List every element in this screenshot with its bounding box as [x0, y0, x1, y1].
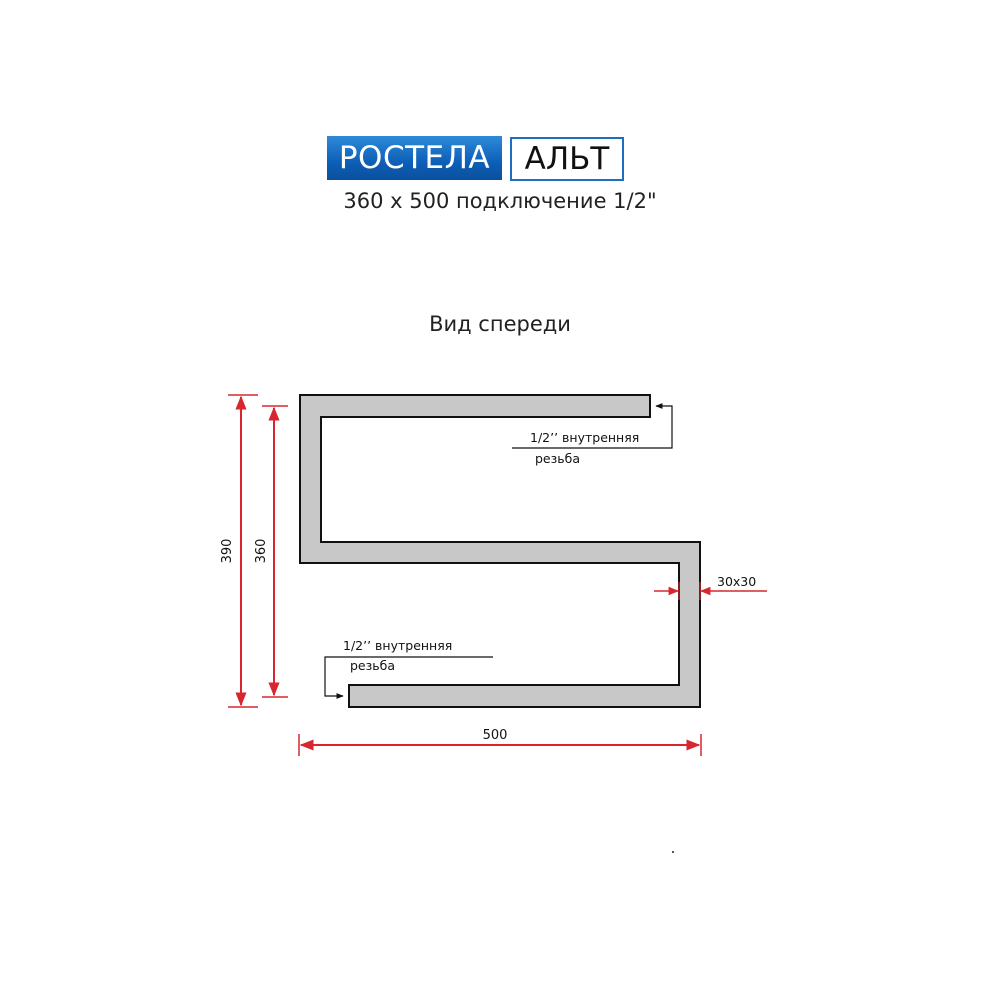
dimension-width-label: 500 — [482, 728, 508, 743]
brand-logo-primary: РОСТЕЛА — [327, 136, 502, 180]
stray-dot — [672, 851, 674, 853]
dimension-width — [299, 728, 701, 756]
callout-bottom-line2: резьба — [350, 658, 396, 673]
dimension-height-outer-label: 390 — [220, 538, 235, 564]
dimension-profile — [654, 574, 767, 600]
callout-bottom-line1: 1/2’’ внутренняя — [343, 638, 453, 653]
callout-top-line2: резьба — [535, 451, 581, 466]
brand-logo-model: АЛЬТ — [510, 137, 624, 181]
dimension-height-inner — [254, 406, 288, 697]
product-spec-subtitle: 360 x 500 подключение 1/2" — [343, 189, 657, 213]
dimension-profile-label: 30x30 — [717, 574, 757, 589]
dimension-height-outer — [220, 395, 258, 707]
dimension-height-inner-label: 360 — [254, 538, 269, 564]
view-title: Вид спереди — [429, 312, 571, 336]
callout-top-line1: 1/2’’ внутренняя — [530, 430, 640, 445]
